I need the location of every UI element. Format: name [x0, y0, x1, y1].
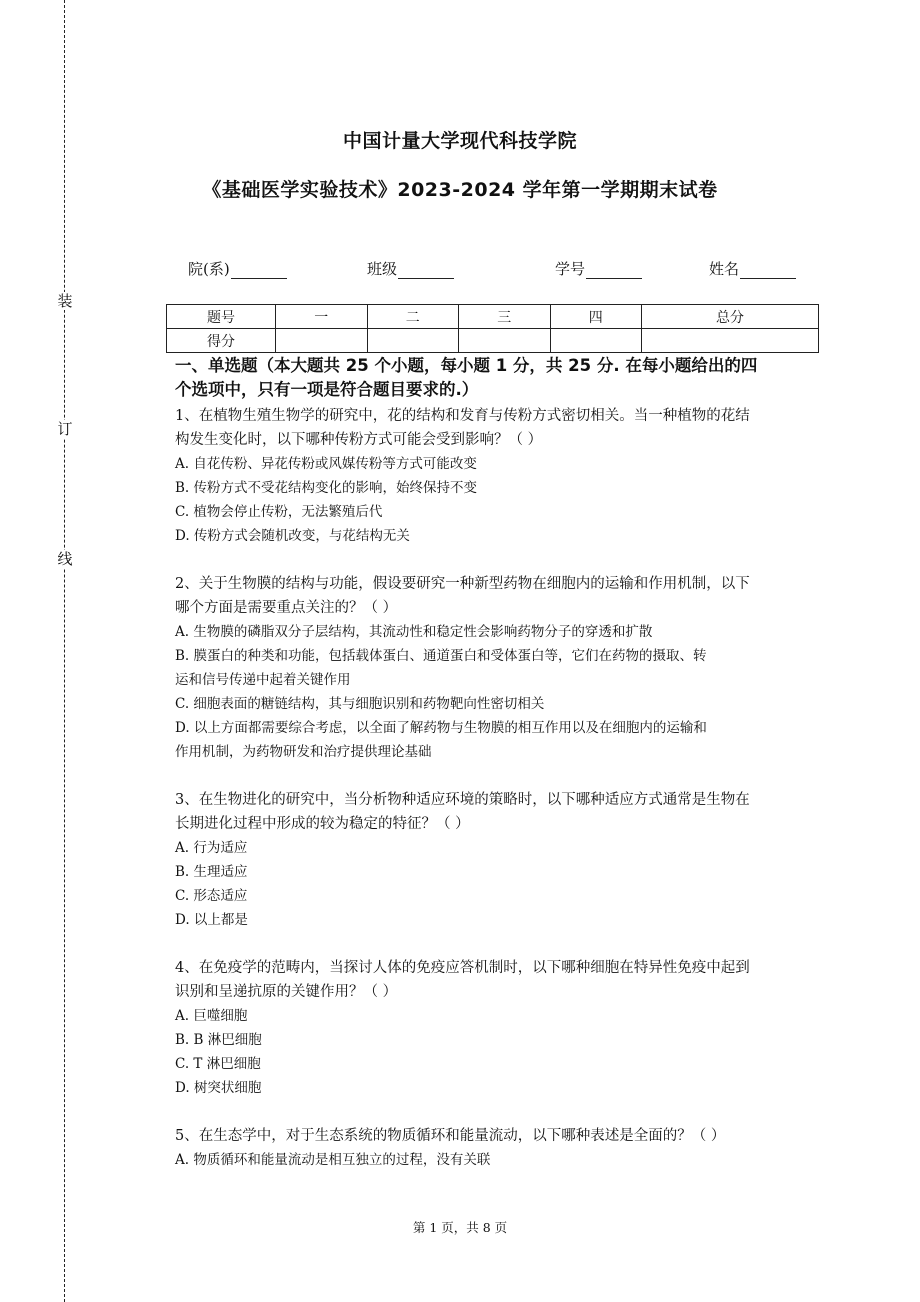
- department-blank[interactable]: [231, 262, 287, 279]
- section-heading-line: 个选项中，只有一项是符合题目要求的.）: [175, 380, 479, 399]
- school-title: 中国计量大学现代科技学院: [342, 130, 577, 152]
- student-id-field[interactable]: [555, 258, 642, 279]
- option-a: A. 物质循环和能量流动是相互独立的过程，没有关联: [175, 1152, 491, 1168]
- question-3: [175, 788, 823, 932]
- score-table-col-total: 总分: [642, 305, 819, 329]
- score-table-col-3: 三: [459, 305, 551, 329]
- binding-mark-xian: 线: [57, 550, 73, 568]
- question-stem: 3、在生物进化的研究中，当分析物种适应环境的策略时，以下哪种适应方式通常是生物在: [175, 792, 750, 808]
- score-table: [166, 304, 819, 353]
- question-stem: 1、在植物生殖生物学的研究中，花的结构和发育与传粉方式密切相关。当一种植物的花结: [175, 408, 750, 424]
- exam-title: 《基础医学实验技术》2023-2024 学年第一学期期末试卷: [202, 179, 718, 201]
- score-cell[interactable]: [276, 329, 368, 353]
- score-table-col-2: 二: [367, 305, 459, 329]
- binding-mark-ding: 订: [57, 420, 73, 438]
- score-cell[interactable]: [367, 329, 459, 353]
- score-cell[interactable]: [642, 329, 819, 353]
- department-label: 院(系): [188, 260, 230, 278]
- option-c: C. 细胞表面的糖链结构，其与细胞识别和药物靶向性密切相关: [175, 696, 545, 712]
- score-table-row-header: 题号: [167, 305, 276, 329]
- score-cell[interactable]: [459, 329, 551, 353]
- page-number: 第 1 页，共 8 页: [412, 1220, 508, 1235]
- name-blank[interactable]: [740, 262, 796, 279]
- question-stem: 5、在生态学中，对于生态系统的物质循环和能量流动，以下哪种表述是全面的？（ ）: [175, 1128, 726, 1144]
- name-label: 姓名: [709, 260, 740, 278]
- question-4: [175, 956, 823, 1100]
- option-b: B. 传粉方式不受花结构变化的影响，始终保持不变: [175, 480, 478, 496]
- option-a: A. 行为适应: [175, 840, 248, 856]
- option-c: C. T 淋巴细胞: [175, 1056, 261, 1072]
- exam-content: [175, 354, 823, 1196]
- question-stem: 构发生变化时，以下哪种传粉方式可能会受到影响？（ ）: [175, 432, 543, 448]
- option-d: D. 树突状细胞: [175, 1080, 262, 1096]
- option-d-cont: 作用机制，为药物研发和治疗提供理论基础: [175, 744, 432, 760]
- question-stem: 识别和呈递抗原的关键作用？（ ）: [175, 984, 398, 1000]
- score-table-header-row: [167, 305, 819, 329]
- class-field[interactable]: [367, 258, 454, 279]
- score-cell[interactable]: [550, 329, 642, 353]
- option-c: C. 形态适应: [175, 888, 248, 904]
- question-5: [175, 1124, 823, 1172]
- class-label: 班级: [367, 260, 398, 278]
- score-table-row-header: 得分: [167, 329, 276, 353]
- option-b: B. 生理适应: [175, 864, 248, 880]
- question-stem: 哪个方面是需要重点关注的？（ ）: [175, 600, 398, 616]
- class-blank[interactable]: [398, 262, 454, 279]
- score-table-score-row: [167, 329, 819, 353]
- question-stem: 长期进化过程中形成的较为稳定的特征？（ ）: [175, 816, 470, 832]
- question-stem: 2、关于生物膜的结构与功能，假设要研究一种新型药物在细胞内的运输和作用机制，以下: [175, 576, 750, 592]
- student-info-row: [0, 258, 920, 282]
- score-table-col-4: 四: [550, 305, 642, 329]
- question-1: [175, 404, 823, 548]
- question-stem: 4、在免疫学的范畴内，当探讨人体的免疫应答机制时，以下哪种细胞在特异性免疫中起到: [175, 960, 750, 976]
- option-d: D. 以上方面都需要综合考虑，以全面了解药物与生物膜的相互作用以及在细胞内的运输和: [175, 720, 707, 736]
- department-field[interactable]: [188, 258, 287, 279]
- student-id-label: 学号: [555, 260, 586, 278]
- option-b-cont: 运和信号传递中起着关键作用: [175, 672, 351, 688]
- name-field[interactable]: [709, 258, 796, 279]
- section-heading: [175, 354, 823, 402]
- binding-mark-zhuang: 装: [57, 292, 73, 310]
- option-c: C. 植物会停止传粉，无法繁殖后代: [175, 504, 383, 520]
- student-id-blank[interactable]: [586, 262, 642, 279]
- option-a: A. 生物膜的磷脂双分子层结构，其流动性和稳定性会影响药物分子的穿透和扩散: [175, 624, 653, 640]
- option-a: A. 自花传粉、异花传粉或风媒传粉等方式可能改变: [175, 456, 477, 472]
- option-b: B. 膜蛋白的种类和功能，包括载体蛋白、通道蛋白和受体蛋白等，它们在药物的摄取、转: [175, 648, 707, 664]
- option-d: D. 以上都是: [175, 912, 248, 928]
- section-heading-line: 一、单选题（本大题共 25 个小题，每小题 1 分，共 25 分. 在每小题给出的四: [175, 356, 758, 375]
- option-b: B. B 淋巴细胞: [175, 1032, 262, 1048]
- option-d: D. 传粉方式会随机改变，与花结构无关: [175, 528, 410, 544]
- score-table-col-1: 一: [276, 305, 368, 329]
- option-a: A. 巨噬细胞: [175, 1008, 248, 1024]
- question-2: [175, 572, 823, 764]
